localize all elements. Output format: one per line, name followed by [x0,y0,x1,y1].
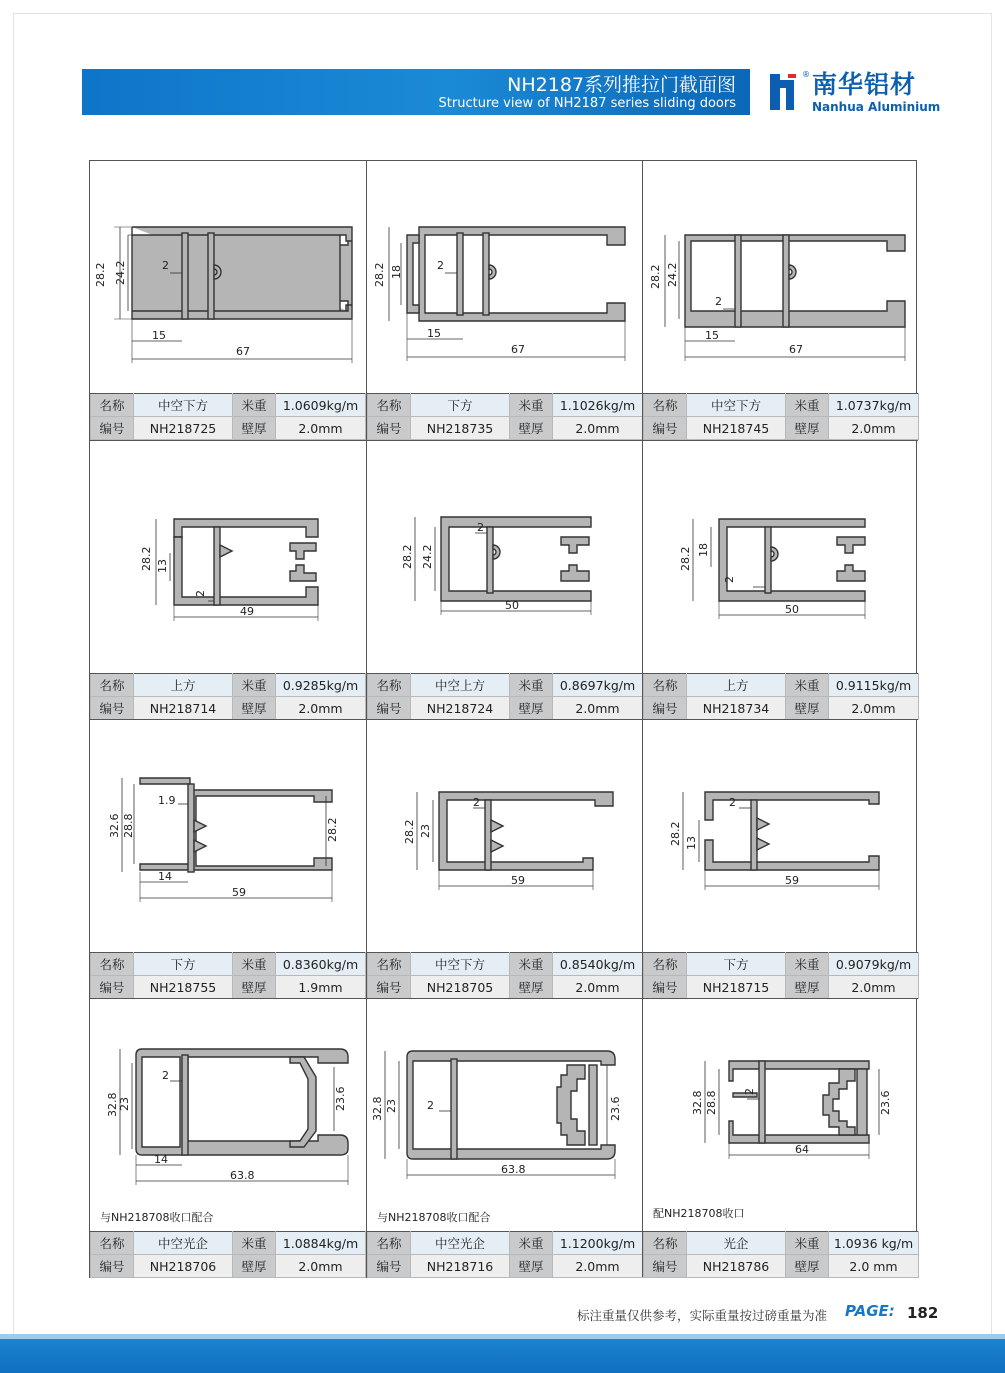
label-code: 编号 [91,697,134,720]
profile-cell [366,998,642,1277]
dim-h1: 28.2 [373,262,386,287]
dim-w: 59 [785,874,799,887]
label-thickness: 壁厚 [510,1255,553,1278]
footer-stripe [0,1334,1005,1339]
profile-drawing [90,999,366,1231]
profile-name: 中空光企 [134,1232,233,1255]
profile-cell [642,719,918,998]
profile-cell [90,998,366,1277]
label-code: 编号 [644,1255,687,1278]
profile-cell [90,161,366,440]
profile-cell [642,998,918,1277]
brand-name-cn: 南华铝材 [812,70,917,99]
profile-weight: 0.9079kg/m [829,953,919,976]
profile-drawing [90,161,366,393]
profile-code: NH218715 [687,976,786,999]
profile-note: 与NH218708收口配合 [100,1211,214,1224]
profile-note: 配NH218708收口 [653,1207,745,1220]
dim-w: 50 [505,599,519,612]
label-code: 编号 [644,417,687,440]
dim-t: 2 [427,1099,434,1112]
dim-w: 63.8 [501,1163,526,1176]
label-thickness: 壁厚 [233,697,276,720]
brand-logo [768,70,948,116]
profile-info-table [643,673,919,720]
dim-h2: 23 [385,1099,398,1113]
profile-thickness: 2.0mm [276,697,366,720]
profile-info-table [367,673,643,720]
label-name: 名称 [368,1232,411,1255]
dim-t: 2 [729,796,736,809]
dim-h2: 13 [156,559,169,573]
dim-h2: 18 [390,265,403,279]
profile-info-table [367,952,643,999]
profile-weight: 0.8360kg/m [276,953,366,976]
label-weight: 米重 [233,674,276,697]
dim-h3: 23.6 [334,1086,347,1111]
footer-bar [0,1334,1005,1373]
profile-weight: 0.8697kg/m [553,674,643,697]
profile-code: NH218724 [411,697,510,720]
dim-w: 49 [240,605,254,618]
profile-cell [642,440,918,719]
label-name: 名称 [91,953,134,976]
registered-mark: ® [802,70,810,79]
label-weight: 米重 [233,1232,276,1255]
profile-weight: 1.0884kg/m [276,1232,366,1255]
label-weight: 米重 [233,394,276,417]
dim-w: 67 [789,343,803,356]
label-code: 编号 [91,976,134,999]
page-title: NH2187系列推拉门截面图 [507,74,736,96]
dim-w: 64 [795,1143,809,1156]
profile-drawing [367,720,643,952]
dim-a: 15 [705,329,719,342]
profile-cell [90,719,366,998]
label-code: 编号 [368,697,411,720]
dim-h1: 32.8 [106,1092,119,1117]
dim-a: 15 [152,329,166,342]
label-name: 名称 [644,674,687,697]
page-label: PAGE: [845,1302,895,1320]
dim-h2: 24.2 [421,544,434,569]
dim-t: 2 [437,259,444,272]
label-code: 编号 [91,417,134,440]
dim-w: 67 [236,345,250,358]
profile-drawing [643,999,919,1231]
weight-disclaimer: 标注重量仅供参考，实际重量按过磅重量为准 [576,1308,827,1323]
label-name: 名称 [644,394,687,417]
profile-cell [366,161,642,440]
dim-w: 59 [232,886,246,899]
dim-t: 2 [162,1069,169,1082]
profile-code: NH218786 [687,1255,786,1278]
dim-h3: 23.6 [879,1090,892,1115]
profile-drawing [643,161,919,393]
dim-h2: 28.8 [705,1090,718,1115]
dim-t: 2 [194,590,207,597]
profile-note: 与NH218708收口配合 [377,1211,491,1224]
profile-thickness: 2.0mm [553,417,643,440]
dim-h3: 23.6 [609,1096,622,1121]
dim-h2: 13 [685,836,698,850]
title-banner [82,69,750,115]
profile-code: NH218755 [134,976,233,999]
dim-h1: 28.2 [403,819,416,844]
profile-code: NH218716 [411,1255,510,1278]
label-code: 编号 [644,697,687,720]
profile-weight: 1.0609kg/m [276,394,366,417]
label-code: 编号 [368,417,411,440]
profile-weight: 1.0936 kg/m [829,1232,919,1255]
dim-a: 15 [427,327,441,340]
label-thickness: 壁厚 [233,1255,276,1278]
profile-weight: 1.1026kg/m [553,394,643,417]
profile-info-table [90,673,366,720]
profile-grid [89,160,917,1278]
label-name: 名称 [368,674,411,697]
dim-t: 2 [723,576,736,583]
dim-h2: 18 [697,543,710,557]
profile-cell [366,440,642,719]
profile-info-table [367,1231,643,1278]
label-weight: 米重 [233,953,276,976]
dim-t: 2 [477,521,484,534]
profile-code: NH218714 [134,697,233,720]
profile-drawing [643,441,919,673]
profile-info-table [90,1231,366,1278]
label-name: 名称 [644,953,687,976]
label-weight: 米重 [786,674,829,697]
dim-t: 2 [162,259,169,272]
label-code: 编号 [368,976,411,999]
dim-t: 2 [715,295,722,308]
profile-weight: 0.9285kg/m [276,674,366,697]
label-thickness: 壁厚 [510,417,553,440]
label-code: 编号 [91,1255,134,1278]
profile-name: 中空下方 [687,394,786,417]
profile-cell [642,161,918,440]
label-weight: 米重 [786,1232,829,1255]
label-weight: 米重 [510,1232,553,1255]
label-code: 编号 [368,1255,411,1278]
profile-name: 下方 [687,953,786,976]
profile-thickness: 2.0mm [829,976,919,999]
dim-w: 59 [511,874,525,887]
profile-weight: 1.1200kg/m [553,1232,643,1255]
profile-thickness: 2.0mm [276,1255,366,1278]
label-weight: 米重 [510,394,553,417]
profile-code: NH218734 [687,697,786,720]
dim-h2: 23 [118,1097,131,1111]
profile-name: 上方 [134,674,233,697]
label-thickness: 壁厚 [786,976,829,999]
dim-h1: 28.2 [679,546,692,571]
profile-weight: 0.9115kg/m [829,674,919,697]
profile-code: NH218735 [411,417,510,440]
dim-t: 2 [743,1088,756,1095]
profile-code: NH218705 [411,976,510,999]
profile-thickness: 2.0mm [553,1255,643,1278]
dim-h1: 28.2 [401,544,414,569]
label-name: 名称 [644,1232,687,1255]
label-thickness: 壁厚 [233,976,276,999]
profile-name: 中空上方 [411,674,510,697]
label-weight: 米重 [786,394,829,417]
profile-drawing [90,720,366,952]
label-thickness: 壁厚 [786,697,829,720]
profile-name: 中空下方 [411,953,510,976]
profile-thickness: 2.0 mm [829,1255,919,1278]
dim-h3: 28.2 [326,817,339,842]
dim-w: 50 [785,603,799,616]
profile-cell [366,719,642,998]
profile-name: 中空光企 [411,1232,510,1255]
profile-code: NH218745 [687,417,786,440]
profile-name: 中空下方 [134,394,233,417]
profile-info-table [90,952,366,999]
dim-h1: 32.8 [691,1090,704,1115]
profile-code: NH218706 [134,1255,233,1278]
dim-h1: 32.6 [108,813,121,838]
profile-drawing [90,441,366,673]
dim-w: 67 [511,343,525,356]
profile-info-table [643,952,919,999]
profile-drawing [643,720,919,952]
profile-drawing [367,999,643,1231]
profile-info-table [367,393,643,440]
dim-h1: 28.2 [669,821,682,846]
profile-name: 上方 [687,674,786,697]
profile-thickness: 2.0mm [829,697,919,720]
dim-h1: 32.8 [371,1096,384,1121]
dim-h2: 23 [419,824,432,838]
label-name: 名称 [368,953,411,976]
dim-t: 2 [473,796,480,809]
profile-name: 下方 [134,953,233,976]
profile-weight: 0.8540kg/m [553,953,643,976]
profile-code: NH218725 [134,417,233,440]
profile-name: 光企 [687,1232,786,1255]
label-name: 名称 [91,394,134,417]
dim-t: 1.9 [158,794,176,807]
profile-drawing [367,441,643,673]
profile-thickness: 1.9mm [276,976,366,999]
label-weight: 米重 [510,953,553,976]
dim-w: 63.8 [230,1169,255,1182]
dim-h2: 24.2 [666,262,679,287]
profile-thickness: 2.0mm [276,417,366,440]
nanhua-logo-icon [768,72,802,112]
label-thickness: 壁厚 [786,1255,829,1278]
profile-cell [90,440,366,719]
profile-thickness: 2.0mm [553,976,643,999]
profile-thickness: 2.0mm [553,697,643,720]
profile-info-table [643,393,919,440]
profile-weight: 1.0737kg/m [829,394,919,417]
dim-h1: 28.2 [140,546,153,571]
dim-a: 14 [158,870,172,883]
label-weight: 米重 [786,953,829,976]
label-name: 名称 [368,394,411,417]
label-thickness: 壁厚 [233,417,276,440]
label-thickness: 壁厚 [510,976,553,999]
profile-thickness: 2.0mm [829,417,919,440]
dim-h2: 24.2 [114,260,127,285]
profile-info-table [643,1231,919,1278]
dim-h1: 28.2 [94,262,107,287]
dim-h1: 28.2 [649,264,662,289]
label-name: 名称 [91,674,134,697]
label-thickness: 壁厚 [510,697,553,720]
profile-name: 下方 [411,394,510,417]
page-number: 182 [907,1304,939,1322]
dim-h2: 28.8 [122,813,135,838]
brand-name-en: Nanhua Aluminium [812,100,941,114]
profile-drawing [367,161,643,393]
label-code: 编号 [644,976,687,999]
profile-info-table [90,393,366,440]
dim-a: 14 [154,1153,168,1166]
label-weight: 米重 [510,674,553,697]
label-name: 名称 [91,1232,134,1255]
label-thickness: 壁厚 [786,417,829,440]
page-subtitle: Structure view of NH2187 series sliding doors [438,96,736,111]
